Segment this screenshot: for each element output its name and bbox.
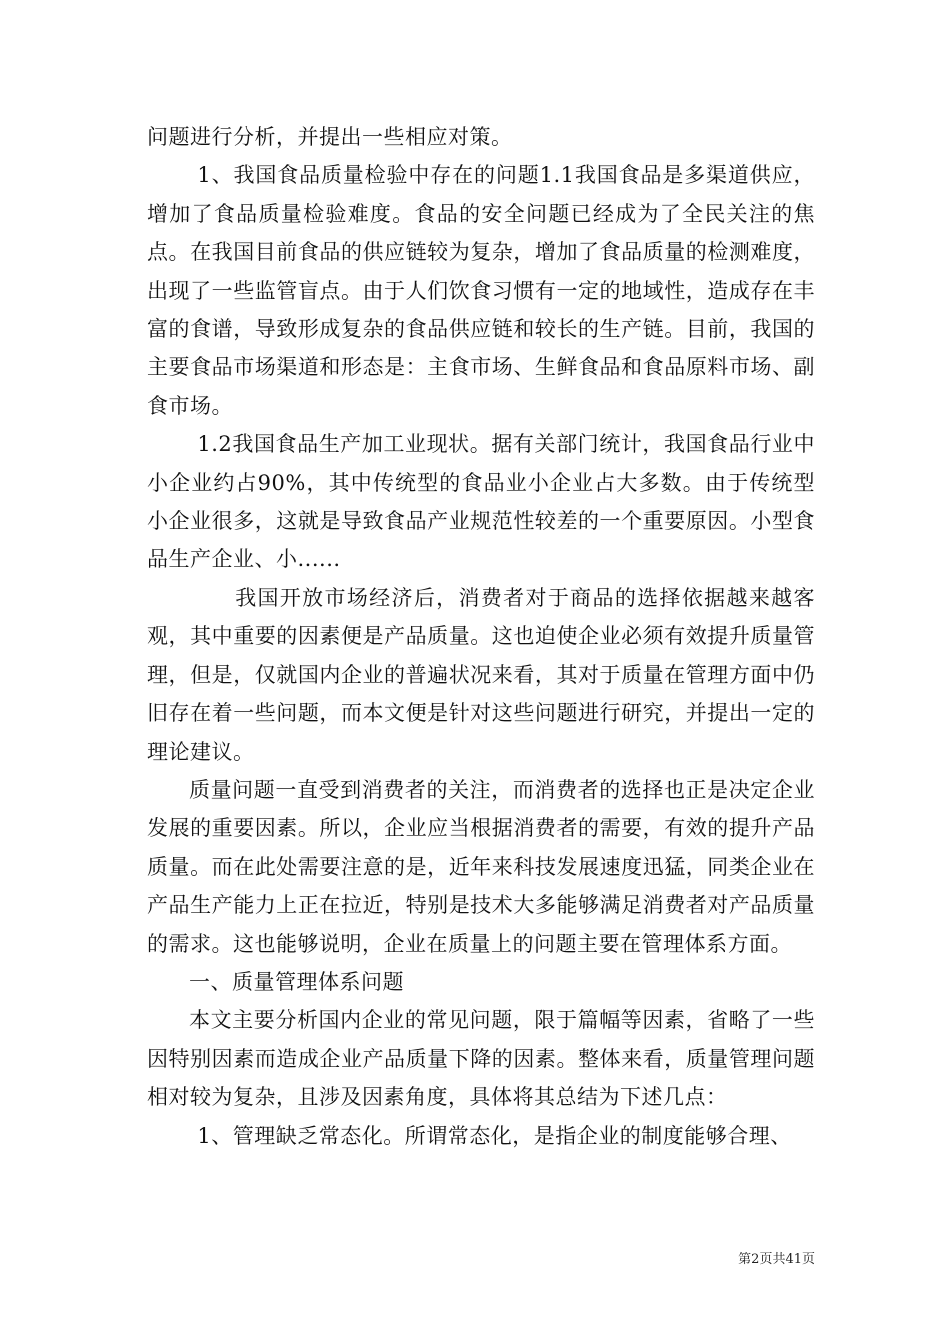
paragraph-continuation: 问题进行分析，并提出一些相应对策。 xyxy=(147,125,513,149)
paragraph-common-problems: 本文主要分析国内企业的常见问题，限于篇幅等因素，省略了一些因特别因素而造成企业产品质量下降的因素。整体来看，质量管理问题相对较为复杂，且涉及因素角度，具体将其总结为下述几点： xyxy=(147,1008,815,1110)
paragraph-section-1-food-channels: 1、我国食品质量检验中存在的问题1.1我国食品是多渠道供应，增加了食品质量检验难度。食品的安全问题已经成为了全民关注的焦点。在我国目前食品的供应链较为复杂，增加了食品质量的检测难度，出现了一些监管盲点。由于人们饮食习惯有一定的地域性，造成存在丰富的食谱，导致形成复杂的食品供应链和较长的生产链。目前，我国的主要食品市场渠道和形态是：主食市场、生鲜食品和食品原料市场、副食市场。 xyxy=(147,163,815,418)
body-text xyxy=(147,118,815,1155)
paragraph-quality-concern: 质量问题一直受到消费者的关注，而消费者的选择也正是决定企业发展的重要因素。所以，企业应当根据消费者的需要，有效的提升产品质量。而在此处需要注意的是，近年来科技发展速度迅猛，同类企业在产品生产能力上正在拉近，特别是技术大多能够满足消费者对产品质量的需求。这也能够说明，企业在质量上的问题主要在管理体系方面。 xyxy=(147,777,815,956)
paragraph-market-economy: 我国开放市场经济后，消费者对于商品的选择依据越来越客观，其中重要的因素便是产品质量。这也迫使企业必须有效提升质量管理，但是，仅就国内企业的普遍状况来看，其对于质量在管理方面中仍旧存在着一些问题，而本文便是针对这些问题进行研究，并提出一定的理论建议。 xyxy=(147,585,815,764)
section-heading-quality-management: 一、质量管理体系问题 xyxy=(189,969,404,994)
paragraph-section-1-2-food-industry: 1.2我国食品生产加工业现状。据有关部门统计，我国食品行业中小企业约占90%，其中传统型的食品业小企业占大多数。由于传统型小企业很多，这就是导致食品产业规范性较差的一个重要原因。小型食品生产企业、小...... xyxy=(147,432,815,572)
paragraph-point-1: 1、管理缺乏常态化。所谓常态化，是指企业的制度能够合理、 xyxy=(197,1123,792,1148)
page-number-footer: 第2页共41页 xyxy=(738,1252,815,1267)
